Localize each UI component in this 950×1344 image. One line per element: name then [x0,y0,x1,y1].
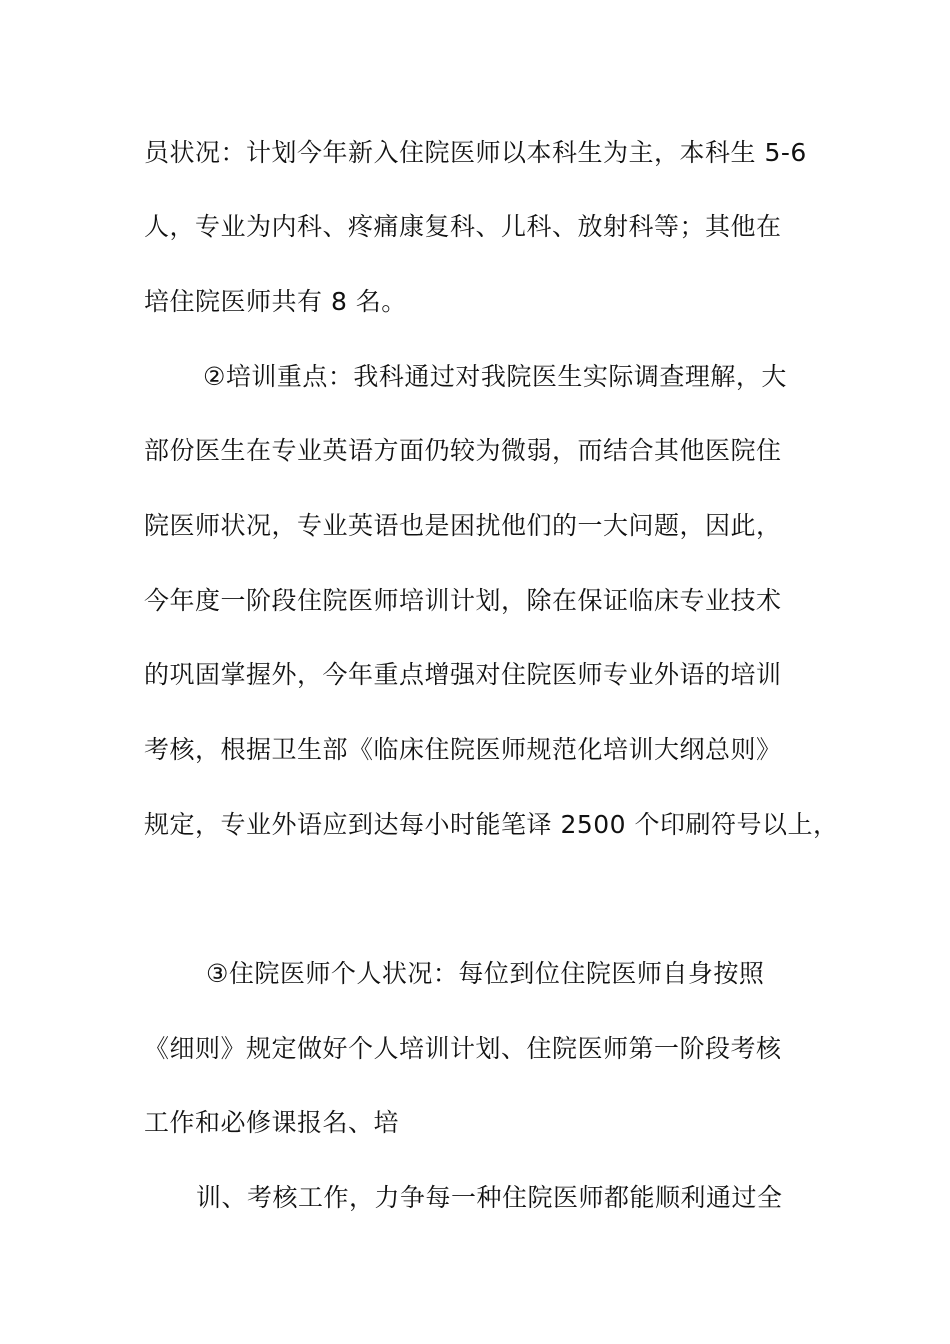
text-line: 的巩固掌握外，今年重点增强对住院医师专业外语的培训 [144,660,782,689]
text-line: 培住院医师共有 8 名。 [144,287,407,316]
text-line: 院医师状况，专业英语也是困扰他们的一大问题，因此， [144,511,782,540]
text-line: 今年度一阶段住院医师培训计划，除在保证临床专业技术 [144,586,782,615]
text-line: 考核，根据卫生部《临床住院医师规范化培训大纲总则》 [144,735,782,764]
text-line: 员状况：计划今年新入住院医师以本科生为主，本科生 5-6 [144,138,807,167]
text-line: 规定，专业外语应到达每小时能笔译 2500 个印刷符号以上， [144,810,839,839]
text-line: 部份医生在专业英语方面仍较为微弱，而结合其他医院住 [144,436,782,465]
text-line: 《细则》规定做好个人培训计划、住院医师第一阶段考核 [144,1034,782,1063]
text-line: 人，专业为内科、疼痛康复科、儿科、放射科等；其他在 [144,212,782,241]
text-line: ③住院医师个人状况：每位到位住院医师自身按照 [206,959,765,988]
text-line: 训、考核工作，力争每一种住院医师都能顺利通过全 [196,1183,783,1212]
text-line: 工作和必修课报名、培 [144,1108,400,1137]
text-line: ②培训重点：我科通过对我院医生实际调查理解，大 [203,362,787,391]
